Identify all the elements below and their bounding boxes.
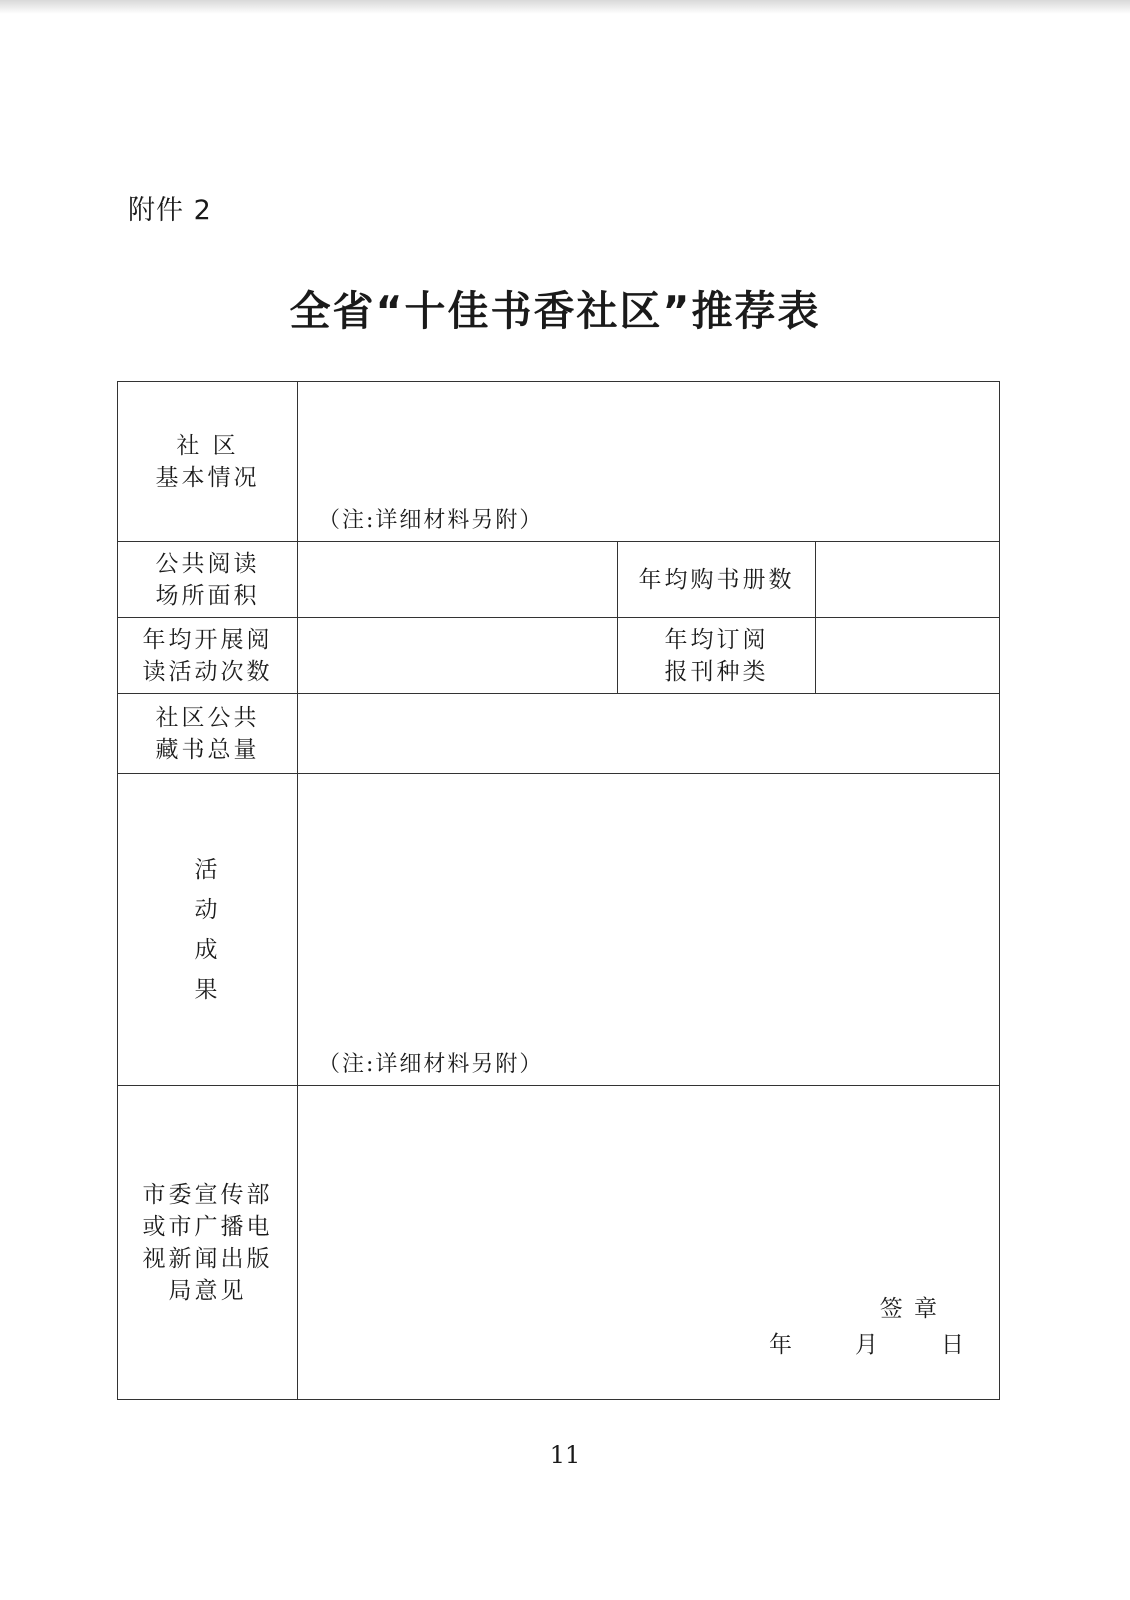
books-purchased-label: 年均购书册数 <box>618 542 816 618</box>
periodicals-field[interactable] <box>816 618 1000 694</box>
attachment-note: （注:详细材料另附） <box>318 1052 544 1077</box>
signature-date <box>769 1329 967 1361</box>
opinion-label: 市委宣传部 或市广播电 视新闻出版 局意见 <box>118 1086 298 1400</box>
scan-top-edge <box>0 0 1130 14</box>
community-basic-info-label: 社 区 基本情况 <box>118 382 298 542</box>
community-basic-info-field[interactable] <box>298 382 1000 542</box>
recommendation-form-table <box>117 381 1000 1400</box>
page-number: 11 <box>549 1441 581 1469</box>
achievements-row <box>118 774 1000 1086</box>
collection-total-label: 社区公共 藏书总量 <box>118 694 298 774</box>
reading-area-row <box>118 542 1000 618</box>
activities-count-field[interactable] <box>298 618 618 694</box>
achievements-field[interactable] <box>298 774 1000 1086</box>
opinion-row <box>118 1086 1000 1400</box>
opinion-field[interactable] <box>298 1086 1000 1400</box>
signature-label: 签 章 <box>879 1296 940 1322</box>
page-title: 全省“十佳书香社区”推荐表 <box>289 287 821 335</box>
reading-area-label: 公共阅读 场所面积 <box>118 542 298 618</box>
achievements-label: 活 动 成 果 <box>118 774 298 1086</box>
attachment-label: 附件 2 <box>128 195 212 226</box>
attachment-note: （注:详细材料另附） <box>318 508 544 533</box>
community-basic-info-row <box>118 382 1000 542</box>
activities-count-label: 年均开展阅 读活动次数 <box>118 618 298 694</box>
periodicals-label: 年均订阅 报刊种类 <box>618 618 816 694</box>
collection-row <box>118 694 1000 774</box>
date-month-label: 月 <box>855 1332 882 1358</box>
collection-total-field[interactable] <box>298 694 1000 774</box>
date-year-label: 年 <box>769 1332 796 1358</box>
activities-row <box>118 618 1000 694</box>
reading-area-field[interactable] <box>298 542 618 618</box>
date-day-label: 日 <box>941 1332 968 1358</box>
books-purchased-field[interactable] <box>816 542 1000 618</box>
